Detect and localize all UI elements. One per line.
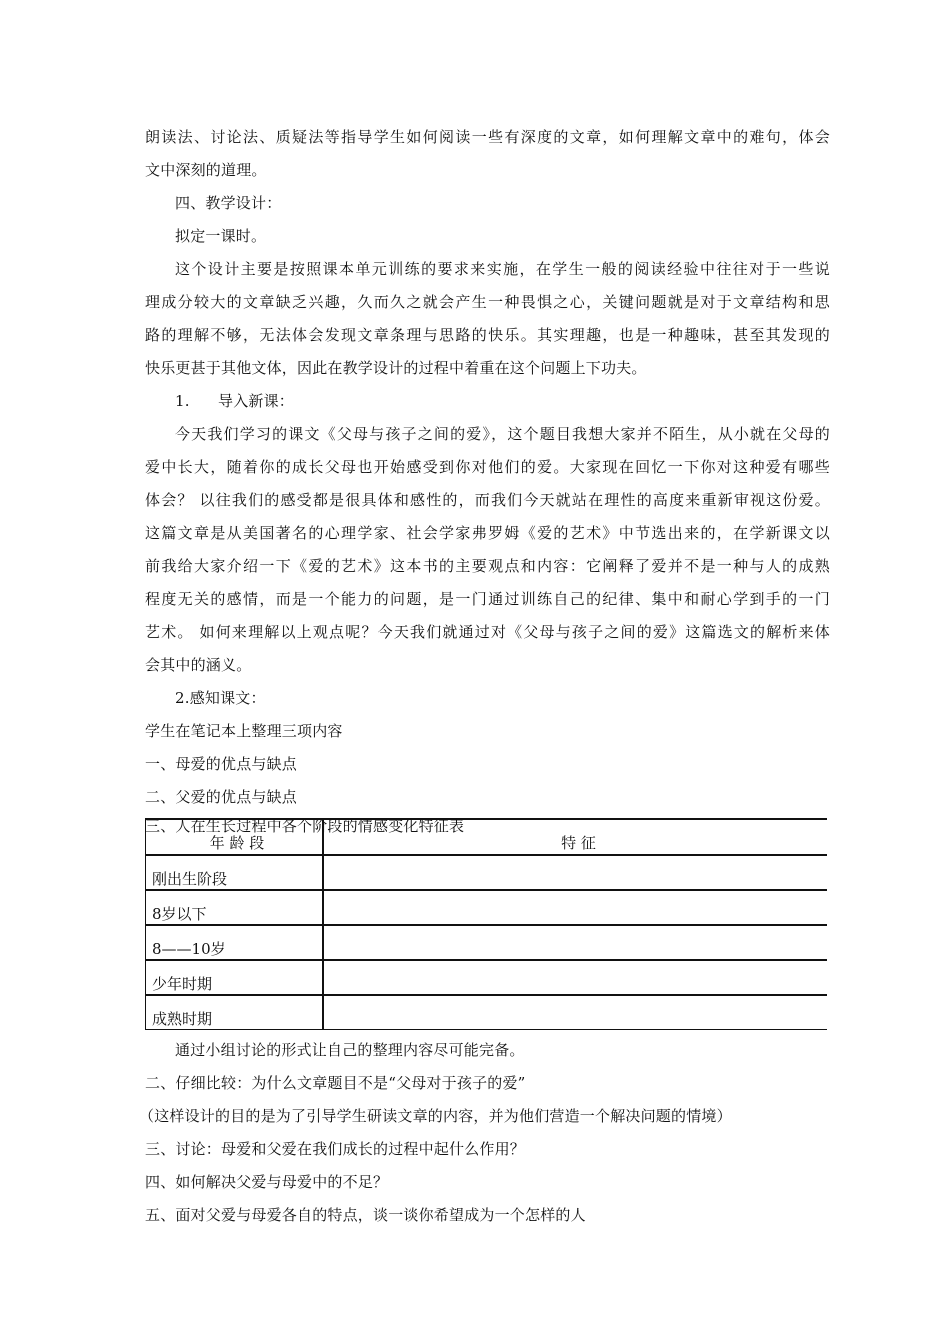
paragraph-line: （这样设计的目的是为了引导学生研读文章的内容，并为他们营造一个解决问题的情境）	[139, 1107, 732, 1125]
list-item: 二、父爱的优点与缺点	[145, 788, 298, 806]
step-number: 1.	[175, 392, 190, 410]
age-cell: 少年时期	[146, 960, 324, 995]
feature-cell	[323, 925, 827, 960]
age-cell: 8——10岁	[146, 925, 324, 960]
paragraph-line: 艺术。 如何来理解以上观点呢？今天我们就通过对《父母与孩子之间的爱》这篇选文的解析来体	[145, 623, 830, 641]
table-row	[146, 995, 828, 1030]
feature-cell	[323, 890, 827, 925]
paragraph-line: 拟定一课时。	[175, 227, 267, 245]
paragraph-line: 朗读法、讨论法、质疑法等指导学生如何阅读一些有深度的文章，如何理解文章中的难句，体会	[145, 128, 830, 146]
paragraph-line: 这个设计主要是按照课本单元训练的要求来实施，在学生一般的阅读经验中往往对于一些说	[175, 260, 830, 278]
header-age: 年 龄 段	[146, 819, 324, 855]
question-item: 四、如何解决父爱与母爱中的不足？	[145, 1173, 389, 1191]
paragraph-line: 前我给大家介绍一下《爱的艺术》这本书的主要观点和内容：它阐释了爱并不是一种与人的成熟	[145, 557, 830, 575]
age-cell: 刚出生阶段	[146, 855, 324, 890]
feature-cell	[323, 855, 827, 890]
list-item: 三、人在生长过程中各个阶段的情感变化特征表	[145, 817, 465, 835]
paragraph-line: 这篇文章是从美国著名的心理学家、社会学家弗罗姆《爱的艺术》中节选出来的，在学新课文以	[145, 524, 830, 542]
question-item: 五、面对父爱与母爱各自的特点，谈一谈你希望成为一个怎样的人	[145, 1206, 586, 1224]
paragraph-line: 体会？ 以往我们的感受都是很具体和感性的，而我们今天就站在理性的高度来重新审视这份爱。	[145, 491, 830, 509]
table-row	[146, 855, 828, 890]
feature-cell	[323, 995, 827, 1030]
question-item: 三、讨论：母爱和父爱在我们成长的过程中起什么作用？	[145, 1140, 526, 1158]
paragraph-line: 通过小组讨论的形式让自己的整理内容尽可能完备。	[175, 1041, 525, 1059]
paragraph-line: 会其中的涵义。	[145, 656, 252, 674]
feature-cell	[323, 960, 827, 995]
step-heading: 2.感知课文：	[175, 689, 266, 707]
emotion-stage-table	[145, 818, 827, 1030]
section-heading: 四、教学设计：	[175, 194, 282, 212]
table-row	[146, 890, 828, 925]
table-row	[146, 925, 828, 960]
paragraph-line: 文中深刻的道理。	[145, 161, 267, 179]
paragraph-line: 路的理解不够，无法体会发现文章条理与思路的快乐。其实理趣，也是一种趣味，甚至其发现的	[145, 326, 830, 344]
question-item: 二、仔细比较：为什么文章题目不是“父母对于孩子的爱”	[145, 1074, 526, 1092]
age-cell: 8岁以下	[146, 890, 324, 925]
paragraph-line: 程度无关的感情，而是一个能力的问题，是一门通过训练自己的纪律、集中和耐心学到手的一门	[145, 590, 830, 608]
paragraph-line: 理成分较大的文章缺乏兴趣，久而久之就会产生一种畏惧之心，关键问题就是对于文章结构和思	[145, 293, 830, 311]
paragraph-line: 学生在笔记本上整理三项内容	[145, 722, 343, 740]
header-feature: 特 征	[561, 834, 596, 852]
step-heading: 导入新课：	[218, 392, 295, 410]
table-row	[146, 960, 828, 995]
age-cell: 成熟时期	[146, 995, 324, 1030]
paragraph-line: 今天我们学习的课文《父母与孩子之间的爱》，这个题目我想大家并不陌生，从小就在父母的	[175, 425, 830, 443]
paragraph-line: 爱中长大，随着你的成长父母也开始感受到你对他们的爱。大家现在回忆一下你对这种爱有哪些	[145, 458, 830, 476]
paragraph-line: 快乐更甚于其他文体，因此在教学设计的过程中着重在这个问题上下功夫。	[145, 359, 647, 377]
table-header-row	[146, 819, 828, 855]
list-item: 一、母爱的优点与缺点	[145, 755, 298, 773]
